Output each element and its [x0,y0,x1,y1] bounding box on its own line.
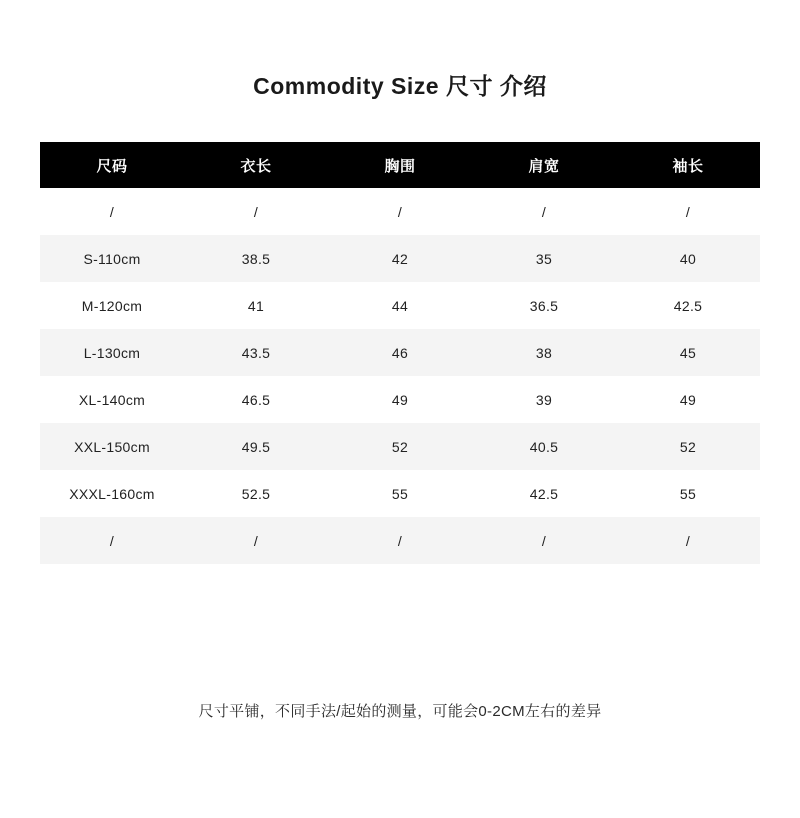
cell-bust: / [328,188,472,235]
measurement-note: 尺寸平铺，不同手法/起始的测量，可能会0-2CM左右的差异 [198,703,602,720]
page-title: Commodity Size 尺寸 介绍 [253,73,547,99]
cell-sleeve: / [616,188,760,235]
cell-sleeve: 52 [616,423,760,470]
cell-shoulder: 40.5 [472,423,616,470]
size-chart-page [0,68,800,818]
cell-sleeve: / [616,517,760,564]
cell-bust: 42 [328,235,472,282]
cell-sleeve: 45 [616,329,760,376]
cell-sleeve: 42.5 [616,282,760,329]
cell-size: L-130cm [40,329,184,376]
cell-shoulder: / [472,188,616,235]
cell-size: / [40,188,184,235]
column-header-size: 尺码 [40,142,184,188]
cell-length: / [184,188,328,235]
cell-sleeve: 40 [616,235,760,282]
cell-shoulder: 38 [472,329,616,376]
cell-bust: 55 [328,470,472,517]
cell-length: 41 [184,282,328,329]
cell-shoulder: / [472,517,616,564]
table-row [40,423,760,470]
table-row [40,188,760,235]
table-row [40,470,760,517]
cell-length: 49.5 [184,423,328,470]
size-table-body [40,188,760,564]
cell-shoulder: 39 [472,376,616,423]
table-header-row [40,142,760,188]
cell-length: 38.5 [184,235,328,282]
cell-sleeve: 49 [616,376,760,423]
cell-size: XXL-150cm [40,423,184,470]
cell-shoulder: 36.5 [472,282,616,329]
cell-size: S-110cm [40,235,184,282]
size-table-header [40,142,760,188]
cell-bust: 52 [328,423,472,470]
cell-bust: 49 [328,376,472,423]
table-row [40,235,760,282]
cell-shoulder: 35 [472,235,616,282]
table-row [40,329,760,376]
cell-size: XL-140cm [40,376,184,423]
cell-shoulder: 42.5 [472,470,616,517]
column-header-shoulder: 肩宽 [472,142,616,188]
cell-length: 52.5 [184,470,328,517]
cell-length: 46.5 [184,376,328,423]
cell-bust: 44 [328,282,472,329]
cell-size: M-120cm [40,282,184,329]
table-row [40,376,760,423]
cell-length: / [184,517,328,564]
column-header-length: 衣长 [184,142,328,188]
column-header-bust: 胸围 [328,142,472,188]
cell-size: XXXL-160cm [40,470,184,517]
cell-bust: / [328,517,472,564]
cell-size: / [40,517,184,564]
cell-sleeve: 55 [616,470,760,517]
table-row [40,282,760,329]
cell-length: 43.5 [184,329,328,376]
table-row [40,517,760,564]
size-table [40,142,760,564]
cell-bust: 46 [328,329,472,376]
column-header-sleeve: 袖长 [616,142,760,188]
size-table-container [40,142,760,564]
